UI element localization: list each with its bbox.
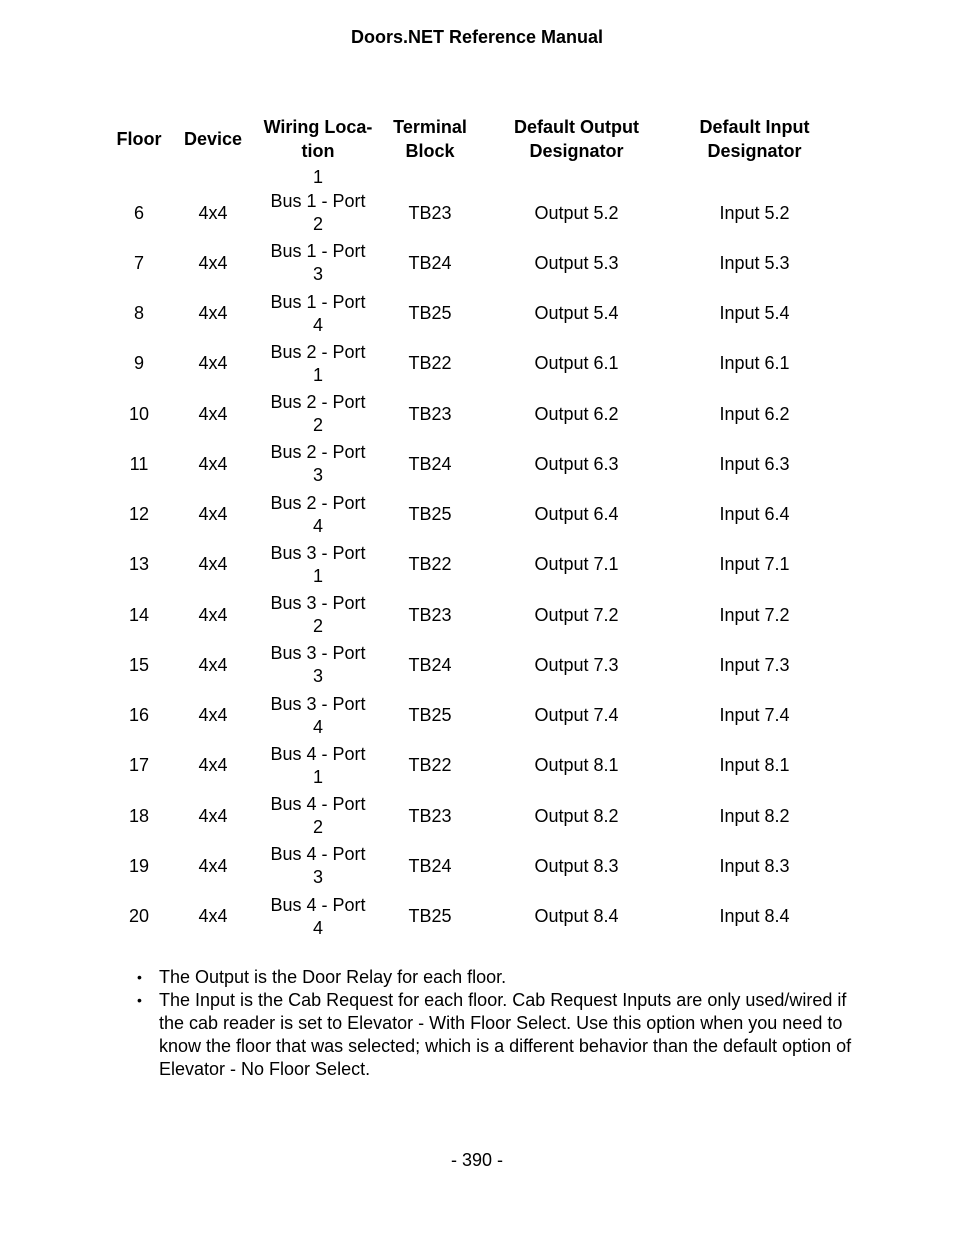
- wiring-location-line1: Bus 1 - Port: [270, 291, 366, 312]
- table-cell: [386, 166, 474, 188]
- floor-cell: 19: [128, 855, 150, 876]
- device-cell: 4x4: [198, 755, 228, 776]
- header-terminal-block: [386, 112, 474, 166]
- wiring-location-line2: 3: [312, 666, 323, 687]
- wiring-location-cell: [250, 590, 386, 640]
- terminal-block-cell: TB22: [408, 755, 452, 776]
- wiring-location-cell: [250, 238, 386, 288]
- wiring-location-line1: Bus 1 - Port: [270, 191, 366, 212]
- wiring-location-line2: 3: [312, 465, 323, 486]
- header-floor-label: Floor: [116, 129, 162, 149]
- default-output-cell: Output 8.2: [534, 805, 619, 826]
- default-input-cell: Input 8.1: [719, 755, 790, 776]
- header-row: [102, 112, 830, 166]
- bullet-icon: •: [137, 969, 142, 985]
- default-output-cell: Output 5.4: [534, 303, 619, 324]
- wiring-location-line2: 2: [312, 214, 323, 235]
- floor-cell: 8: [133, 303, 144, 324]
- header-wiring-line1: Wiring Loca-: [263, 117, 373, 137]
- carryover-row: [102, 166, 830, 188]
- wiring-location-line1: Bus 3 - Port: [270, 593, 366, 614]
- header-device-label: Device: [183, 129, 243, 149]
- floor-cell: 14: [128, 604, 150, 625]
- wiring-location-line2: 2: [312, 817, 323, 838]
- table-row: [102, 841, 830, 891]
- terminal-block-cell: TB25: [408, 906, 452, 927]
- default-output-cell: Output 8.3: [534, 855, 619, 876]
- default-input-cell: Input 5.2: [719, 202, 790, 223]
- device-cell: 4x4: [198, 705, 228, 726]
- header-wiring-location: [250, 112, 386, 166]
- default-output-cell: Output 7.1: [534, 554, 619, 575]
- table-row: [102, 289, 830, 339]
- floor-cell: 12: [128, 504, 150, 525]
- terminal-block-cell: TB24: [408, 252, 452, 273]
- wiring-location-cell: [250, 691, 386, 741]
- wiring-location-line1: Bus 3 - Port: [270, 643, 366, 664]
- terminal-block-cell: TB24: [408, 654, 452, 675]
- note-text: The Input is the Cab Request for each floor. Cab Request Inputs are only used/wired if the cab reader is set to Elevator - With Floor Select. Use this option when you need to know the floor that was selected; which is a different behavior than the default option of Elevator - No Floor Select.: [159, 990, 852, 1079]
- wiring-location-line1: Bus 3 - Port: [270, 693, 366, 714]
- table-row: [102, 439, 830, 489]
- default-input-cell: Input 7.1: [719, 554, 790, 575]
- device-cell: 4x4: [198, 453, 228, 474]
- wiring-location-line1: Bus 4 - Port: [270, 743, 366, 764]
- carryover-wiring-cell: 1: [312, 167, 323, 187]
- wiring-location-line1: Bus 4 - Port: [270, 844, 366, 865]
- device-cell: 4x4: [198, 353, 228, 374]
- table-row: [102, 892, 830, 942]
- wiring-location-line2: 2: [312, 415, 323, 436]
- header-output-line1: Default Output: [514, 117, 639, 137]
- wiring-location-line1: Bus 2 - Port: [270, 492, 366, 513]
- wiring-location-cell: [250, 389, 386, 439]
- wiring-location-cell: [250, 339, 386, 389]
- terminal-block-cell: TB23: [408, 604, 452, 625]
- table-row: [102, 791, 830, 841]
- default-output-cell: Output 8.4: [534, 906, 619, 927]
- default-input-cell: Input 8.4: [719, 906, 790, 927]
- floor-cell: 16: [128, 705, 150, 726]
- default-output-cell: Output 6.1: [534, 353, 619, 374]
- wiring-location-line2: 4: [312, 716, 323, 737]
- table-row: [102, 590, 830, 640]
- floor-cell: 9: [133, 353, 144, 374]
- note-item: [137, 966, 859, 989]
- terminal-block-cell: TB22: [408, 353, 452, 374]
- device-cell: 4x4: [198, 202, 228, 223]
- floor-cell: 13: [128, 554, 150, 575]
- terminal-block-cell: TB23: [408, 403, 452, 424]
- table-cell: [474, 166, 679, 188]
- floor-cell: 10: [128, 403, 150, 424]
- default-output-cell: Output 6.3: [534, 453, 619, 474]
- table-cell: [102, 166, 176, 188]
- floor-wiring-table: [102, 112, 830, 942]
- default-input-cell: Input 7.4: [719, 705, 790, 726]
- wiring-location-line2: 1: [312, 565, 323, 586]
- wiring-location-line1: Bus 3 - Port: [270, 542, 366, 563]
- device-cell: 4x4: [198, 252, 228, 273]
- terminal-block-cell: TB22: [408, 554, 452, 575]
- device-cell: 4x4: [198, 906, 228, 927]
- wiring-location-cell: [250, 841, 386, 891]
- table-body: [102, 166, 830, 942]
- default-input-cell: Input 6.1: [719, 353, 790, 374]
- floor-cell: 17: [128, 755, 150, 776]
- terminal-block-cell: TB25: [408, 303, 452, 324]
- default-input-cell: Input 7.3: [719, 654, 790, 675]
- terminal-block-cell: TB23: [408, 202, 452, 223]
- wiring-location-cell: [250, 540, 386, 590]
- note-item: [137, 989, 859, 1081]
- floor-cell: 20: [128, 906, 150, 927]
- device-cell: 4x4: [198, 504, 228, 525]
- default-output-cell: Output 6.2: [534, 403, 619, 424]
- wiring-location-line1: Bus 2 - Port: [270, 442, 366, 463]
- wiring-location-line1: Bus 2 - Port: [270, 392, 366, 413]
- wiring-location-line2: 4: [312, 917, 323, 938]
- table-header: [102, 112, 830, 166]
- header-input-line2: Designator: [707, 141, 802, 161]
- device-cell: 4x4: [198, 554, 228, 575]
- wiring-location-line2: 1: [312, 364, 323, 385]
- wiring-location-line2: 4: [312, 314, 323, 335]
- wiring-location-cell: [250, 791, 386, 841]
- wiring-location-line1: Bus 1 - Port: [270, 241, 366, 262]
- default-output-cell: Output 7.2: [534, 604, 619, 625]
- floor-cell: 6: [133, 202, 144, 223]
- header-input-line1: Default Input: [699, 117, 810, 137]
- default-output-cell: Output 5.2: [534, 202, 619, 223]
- terminal-block-cell: TB25: [408, 705, 452, 726]
- wiring-location-cell: [250, 188, 386, 238]
- default-output-cell: Output 5.3: [534, 252, 619, 273]
- wiring-location-cell: [250, 892, 386, 942]
- default-output-cell: Output 8.1: [534, 755, 619, 776]
- bullet-icon: •: [137, 992, 142, 1008]
- default-input-cell: Input 6.3: [719, 453, 790, 474]
- table-row: [102, 188, 830, 238]
- default-input-cell: Input 6.4: [719, 504, 790, 525]
- wiring-location-cell: [250, 640, 386, 690]
- page-header-title: Doors.NET Reference Manual: [350, 27, 604, 47]
- default-output-cell: Output 6.4: [534, 504, 619, 525]
- default-input-cell: Input 5.3: [719, 252, 790, 273]
- default-input-cell: Input 7.2: [719, 604, 790, 625]
- notes-list: [136, 966, 859, 1081]
- wiring-location-line2: 2: [312, 616, 323, 637]
- wiring-location-line2: 3: [312, 264, 323, 285]
- wiring-location-line1: Bus 4 - Port: [270, 794, 366, 815]
- note-text: The Output is the Door Relay for each floor.: [159, 967, 507, 987]
- default-input-cell: Input 8.2: [719, 805, 790, 826]
- device-cell: 4x4: [198, 303, 228, 324]
- header-default-input: [679, 112, 830, 166]
- table-row: [102, 490, 830, 540]
- default-input-cell: Input 5.4: [719, 303, 790, 324]
- table-row: [102, 339, 830, 389]
- floor-cell: 11: [129, 453, 149, 474]
- wiring-location-line1: Bus 4 - Port: [270, 894, 366, 915]
- wiring-location-cell: [250, 439, 386, 489]
- floor-cell: 15: [128, 654, 150, 675]
- header-wiring-line2: tion: [301, 141, 335, 161]
- terminal-block-cell: TB23: [408, 805, 452, 826]
- wiring-location-cell: [250, 741, 386, 791]
- wiring-location-line1: Bus 2 - Port: [270, 341, 366, 362]
- table-cell: [679, 166, 830, 188]
- header-terminal-line1: Terminal: [393, 117, 467, 137]
- default-input-cell: Input 6.2: [719, 403, 790, 424]
- wiring-location-cell: [250, 490, 386, 540]
- device-cell: 4x4: [198, 855, 228, 876]
- floor-cell: 18: [128, 805, 150, 826]
- header-output-line2: Designator: [529, 141, 624, 161]
- wiring-location-line2: 4: [312, 515, 323, 536]
- table-row: [102, 238, 830, 288]
- table-cell: [176, 166, 250, 188]
- table-row: [102, 389, 830, 439]
- device-cell: 4x4: [198, 403, 228, 424]
- table-row: [102, 640, 830, 690]
- terminal-block-cell: TB25: [408, 504, 452, 525]
- table-row: [102, 691, 830, 741]
- header-default-output: [474, 112, 679, 166]
- wiring-location-line2: 1: [312, 766, 323, 787]
- terminal-block-cell: TB24: [408, 453, 452, 474]
- device-cell: 4x4: [198, 604, 228, 625]
- wiring-location-cell: [250, 289, 386, 339]
- default-input-cell: Input 8.3: [719, 855, 790, 876]
- table-row: [102, 540, 830, 590]
- page-number: - 390 -: [450, 1150, 504, 1170]
- terminal-block-cell: TB24: [408, 855, 452, 876]
- wiring-location-line2: 3: [312, 867, 323, 888]
- floor-cell: 7: [133, 252, 144, 273]
- table-row: [102, 741, 830, 791]
- device-cell: 4x4: [198, 805, 228, 826]
- header-device: [176, 112, 250, 166]
- header-terminal-line2: Block: [405, 141, 455, 161]
- default-output-cell: Output 7.4: [534, 705, 619, 726]
- default-output-cell: Output 7.3: [534, 654, 619, 675]
- device-cell: 4x4: [198, 654, 228, 675]
- header-floor: [102, 112, 176, 166]
